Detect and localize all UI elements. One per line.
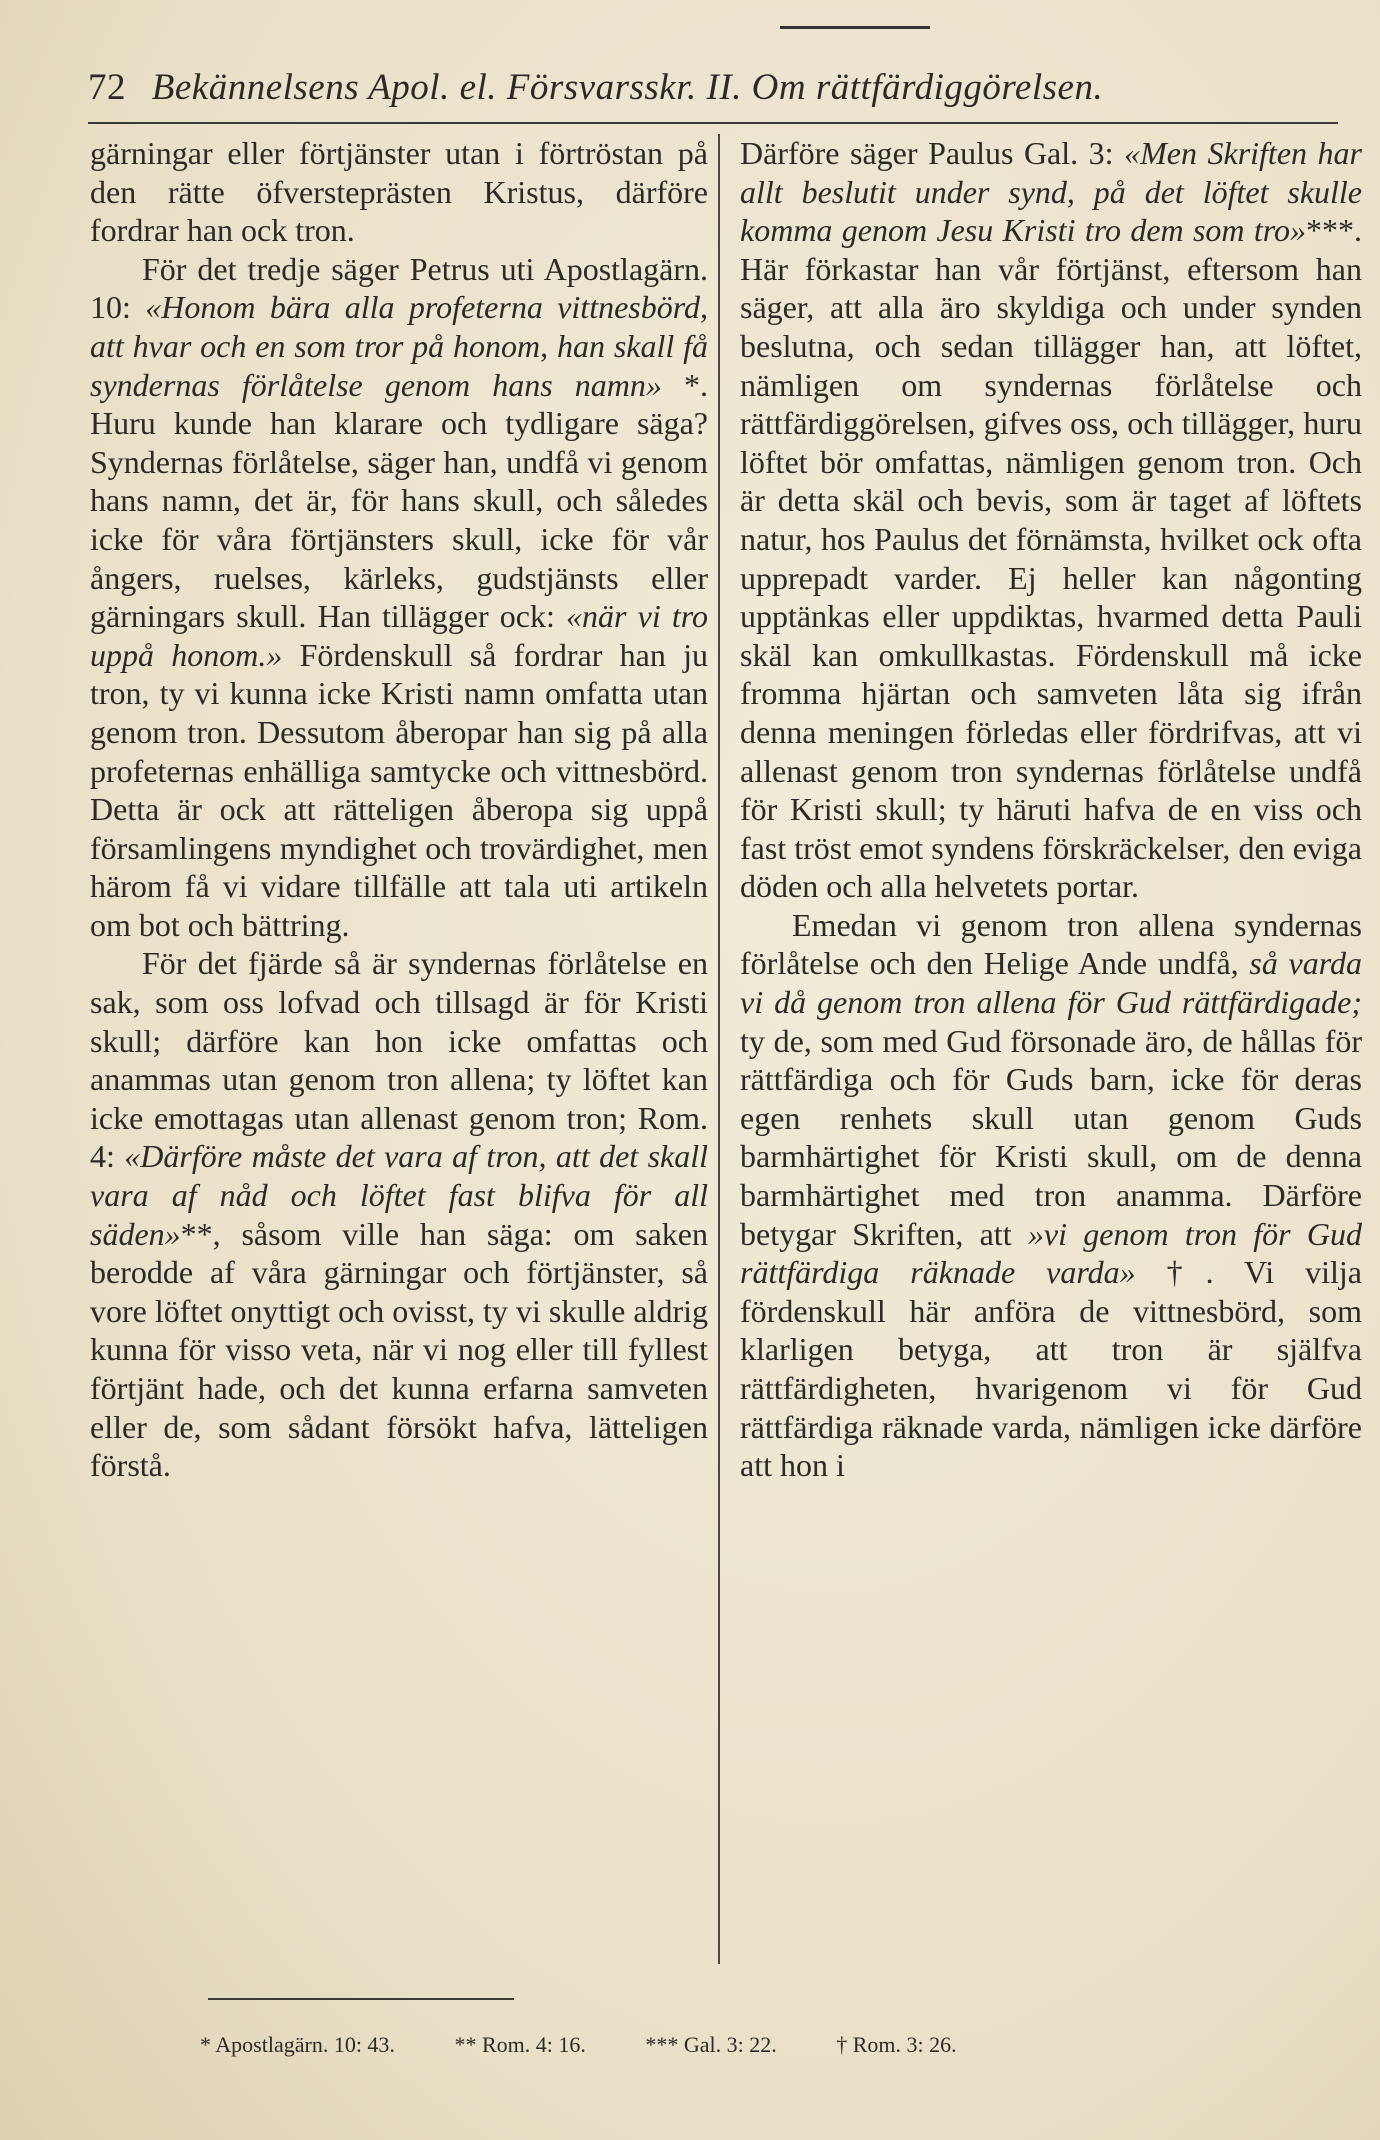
left-paragraph-3	[90, 944, 708, 1484]
footnotes	[200, 2032, 1300, 2058]
text-run: *. Huru kunde han klarare och tydligare säga? Syndernas förlåtelse, säger han, undfå vi genom hans namn, det är, för hans skull, och således icke för våra förtjänsters skull, icke för vår ångers, ruelses, kärleks, gudstjänsts eller gärningars skull. Han tillägger ock:	[90, 366, 709, 635]
scripture-quote: «Därföre måste det vara af tron, att det skall vara af nåd och löftet fast blifva för all säden»	[90, 1138, 709, 1252]
scripture-quote: «Men Skriften har allt beslutit under synd, på det löftet skulle komma genom Jesu Kristi tro dem som tro»	[740, 135, 1362, 249]
text-run: Emedan vi genom tron allena syndernas förlåtelse och den Helige Ande undfå,	[740, 906, 1362, 982]
left-paragraph-2	[90, 250, 708, 945]
text-run: †. Vi vilja fördenskull här anföra de vittnesbörd, som klarligen betyga, att tron är själfva rättfärdigheten, hvarigenom vi för Gud rättfärdiga räknade varda, nämligen icke därföre att hon i	[740, 1254, 1363, 1484]
header-rule	[88, 122, 1338, 124]
footnote-3: *** Gal. 3: 22.	[645, 2032, 777, 2057]
scripture-quote: «Honom bära alla profeterna vittnesbörd, att hvar och en som tror på honom, han skall få syndernas förlåtelse genom hans namn»	[90, 289, 708, 403]
right-column	[740, 134, 1362, 1485]
header-title: Bekännelsens Apol. el. Försvarsskr. II. Om rättfärdiggörelsen.	[151, 67, 1104, 108]
left-paragraph-1	[90, 134, 708, 250]
footnote-2: ** Rom. 4: 16.	[454, 2032, 586, 2057]
scripture-quote: «när vi tro uppå honom.»	[90, 598, 709, 673]
footnote-rule	[208, 1998, 514, 2000]
text-run: **, såsom ville han säga: om saken berodde af våra gärningar och förtjänster, så vore löftet onyttigt och ovisst, ty vi skulle aldrig kunna för visso veta, när vi nog eller till fyllest förtjänt hade, och det kunna erfarna samveten eller de, som sådant försökt hafva, lätteligen förstå.	[90, 1215, 708, 1484]
page-number: 72	[88, 67, 126, 108]
scripture-quote: »vi genom tron för Gud rättfärdiga räknade varda»	[740, 1215, 1363, 1291]
text-run: ty de, som med Gud försonade äro, de hållas för rättfärdiga och för Guds barn, icke för deras egen renhets skull utan genom Guds barmhärtighet för Kristi skull, om de denna barmhärtighet med tron anamma. Därföre betygar Skriften, att	[740, 1022, 1362, 1252]
running-header	[88, 66, 1288, 109]
column-divider	[718, 134, 720, 1964]
footnote-1: * Apostlagärn. 10: 43.	[200, 2032, 395, 2057]
text-run: gärningar eller förtjänster utan i förtröstan på den rätte öfversteprästen Kristus, därföre fordrar han ock tron.	[90, 135, 708, 249]
scripture-quote: så varda vi då genom tron allena för Gud rättfärdigade;	[740, 945, 1362, 1021]
print-mark	[780, 26, 930, 29]
text-run: Fördenskull så fordrar han ju tron, ty vi kunna icke Kristi namn omfatta utan genom tron. Dessutom åberopar han sig på alla profeternas enhälliga samtycke och vittnesbörd. Detta är ock att rätteligen åberopa sig uppå församlingens myndighet och trovärdighet, men härom få vi vidare tillfälle att tala uti artikeln om bot och bättring.	[90, 636, 709, 943]
text-run: För det fjärde så är syndernas förlåtelse en sak, som oss lofvad och tillsagd är för Kristi skull; därföre kan hon icke omfattas och anammas utan genom tron allena; ty löftet kan icke emottagas utan allenast genom tron; Rom. 4:	[90, 945, 708, 1175]
text-run: För det tredje säger Petrus uti Apostlagärn. 10:	[90, 250, 708, 326]
text-run: Därföre säger Paulus Gal. 3:	[740, 135, 1125, 171]
right-paragraph-1	[740, 134, 1362, 906]
left-column	[90, 134, 708, 1485]
text-run: ***. Här förkastar han vår förtjänst, eftersom han säger, att alla äro skyldiga och under synden beslutna, och sedan tillägger han, att löftet, nämligen om syndernas förlåtelse och rättfärdiggörelsen, gifves oss, och tillägger, huru löftet bör omfattas, nämligen genom tron. Och är detta skäl och bevis, som är taget af löftets natur, hos Paulus det förnämsta, hvilket ock ofta upprepadt varder. Ej heller kan någonting upptänkas eller uppdiktas, hvarmed detta Pauli skäl kan omkullkastas. Fördenskull må icke fromma hjärtan och samveten låta sig ifrån denna meningen förledas eller fördrifvas, att vi allenast genom tron syndernas förlåtelse undfå för Kristi skull; ty häruti hafva de en viss och fast tröst emot syndens förskräckelser, den eviga döden och alla helvetets portar.	[740, 212, 1362, 905]
right-paragraph-2	[740, 906, 1362, 1485]
footnote-4: † Rom. 3: 26.	[836, 2032, 957, 2057]
